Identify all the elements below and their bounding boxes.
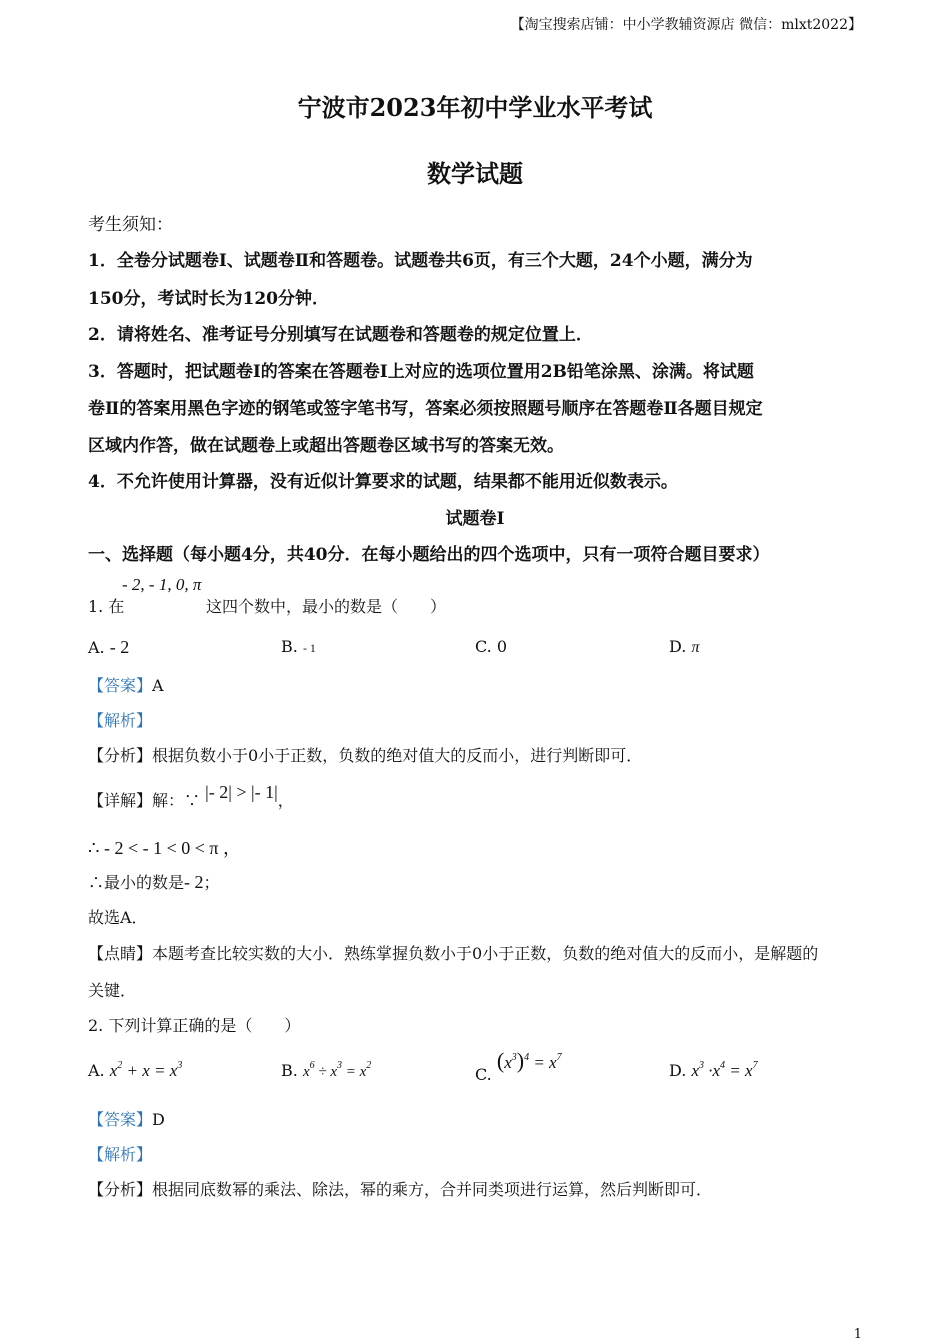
- notice-line-7: 4．不允许使用计算器，没有近似计算要求的试题，结果都不能用近似数表示。: [88, 472, 678, 492]
- q2-answer-value: D: [152, 1110, 165, 1129]
- q1-number-set: - 2, - 1, 0, π: [122, 575, 202, 594]
- q1-option-d-value: π: [691, 639, 700, 656]
- part-one-heading: 一、选择题（每小题4分，共40分．在每小题给出的四个选项中，只有一项符合题目要求）: [88, 545, 770, 565]
- q1-answer-value: A: [152, 676, 164, 695]
- q2-stem: 2. 下列计算正确的是（ ）: [88, 1016, 301, 1035]
- q1-detail-suffix: ，: [277, 791, 294, 810]
- q2-option-c: C. $(x^3)^4 = x^7$: [475, 1048, 562, 1084]
- q1-analysis-tag: 【解析】: [88, 711, 153, 730]
- q1-option-a-value: - 2: [109, 637, 130, 657]
- q1-detail-prefix: 解：∵: [152, 791, 201, 810]
- section-title: 试题卷Ⅰ: [445, 509, 505, 529]
- q1-step-1: ∴ - 2 < - 1 < 0 < π ，: [88, 838, 241, 858]
- q2-fenxi: [88, 1177, 712, 1200]
- q1-step-3: 故选A．: [88, 908, 148, 927]
- page-number: 1: [853, 1327, 862, 1342]
- q2-option-b: B. $x^6 \div x^3 = x^2$: [281, 1060, 372, 1080]
- notice-line-4: 3．答题时，把试题卷Ⅰ的答案在答题卷Ⅰ上对应的选项位置用2B铅笔涂黑、涂满。将试题: [88, 362, 754, 382]
- q1-detail-tag: 【详解】: [88, 791, 153, 810]
- q2-option-c-label: C.: [475, 1065, 492, 1084]
- q2-option-b-label: B.: [281, 1061, 298, 1080]
- q1-comment-line-1: 本题考查比较实数的大小．熟练掌握负数小于0小于正数，负数的绝对值大的反而小，是解题的: [152, 944, 819, 963]
- q2-answer-tag: 【答案】: [88, 1110, 153, 1129]
- notice-line-1: 1．全卷分试题卷Ⅰ、试题卷Ⅱ和答题卷。试题卷共6页，有三个大题，24个小题，满分为: [88, 251, 753, 271]
- q1-stem-suffix: 这四个数中，最小的数是（ ）: [206, 597, 447, 616]
- notice-heading: 考生须知：: [88, 215, 173, 235]
- q2-fenxi-tag: 【分析】: [88, 1180, 153, 1199]
- q2-analysis-tag: 【解析】: [88, 1145, 153, 1164]
- q1-answer: [88, 673, 164, 696]
- q1-option-a-label: A.: [88, 638, 105, 657]
- exam-subtitle: 数学试题: [427, 159, 523, 188]
- q1-option-b-value: - 1: [302, 641, 316, 655]
- q1-comment: [88, 941, 818, 964]
- q2-answer: [88, 1107, 165, 1130]
- q1-comment-tag: 【点睛】: [88, 944, 153, 963]
- q1-option-d-label: D.: [669, 637, 687, 656]
- q2-option-a-label: A.: [88, 1061, 105, 1080]
- q1-step-2-prefix: ∴最小的数是: [88, 873, 185, 892]
- notice-line-2: 150分，考试时长为120分钟．: [88, 289, 329, 309]
- q2-option-a: A. $x^2 + x = x^3$: [88, 1060, 183, 1080]
- notice-line-3: 2．请将姓名、准考证号分别填写在试题卷和答题卷的规定位置上．: [88, 325, 593, 345]
- notice-line-5: 卷Ⅱ的答案用黑色字迹的钢笔或签字笔书写，答案必须按照题号顺序在答题卷Ⅱ各题目规定: [88, 399, 763, 419]
- q1-option-b-label: B.: [281, 637, 298, 656]
- q1-option-c: C. 0: [475, 637, 508, 656]
- q2-option-d: D. $x^3 \cdot x^4 = x^7$: [669, 1060, 758, 1080]
- q1-detail: [88, 782, 294, 811]
- q1-comment-line-2: 关键．: [88, 981, 137, 1000]
- q1-option-d: [669, 637, 699, 657]
- exam-title: 宁波市2023年初中学业水平考试: [297, 93, 653, 122]
- q1-fenxi: [88, 743, 642, 766]
- notice-line-6: 区域内作答，做在试题卷上或超出答题卷区域书写的答案无效。: [88, 436, 564, 456]
- q2-fenxi-text: 根据同底数幂的乘法、除法，幂的乘方，合并同类项进行运算，然后判断即可．: [152, 1180, 713, 1199]
- q1-answer-tag: 【答案】: [88, 676, 153, 695]
- q1-step-2-suffix: ；: [203, 873, 220, 892]
- q1-detail-math: |- 2| > |- 1|: [205, 782, 278, 802]
- q1-option-b: [281, 637, 316, 656]
- q1-stem-prefix: 1. 在: [88, 597, 125, 616]
- q1-step-2-math: - 2: [184, 872, 204, 892]
- q1-step-2: [88, 870, 220, 893]
- q1-option-a: [88, 637, 129, 658]
- q1-fenxi-tag: 【分析】: [88, 746, 153, 765]
- page-header: 【淘宝搜索店铺：中小学教辅资源店 微信：mlxt2022】: [510, 17, 862, 33]
- q2-option-d-label: D.: [669, 1061, 687, 1080]
- q1-fenxi-text: 根据负数小于0小于正数，负数的绝对值大的反而小，进行判断即可．: [152, 746, 643, 765]
